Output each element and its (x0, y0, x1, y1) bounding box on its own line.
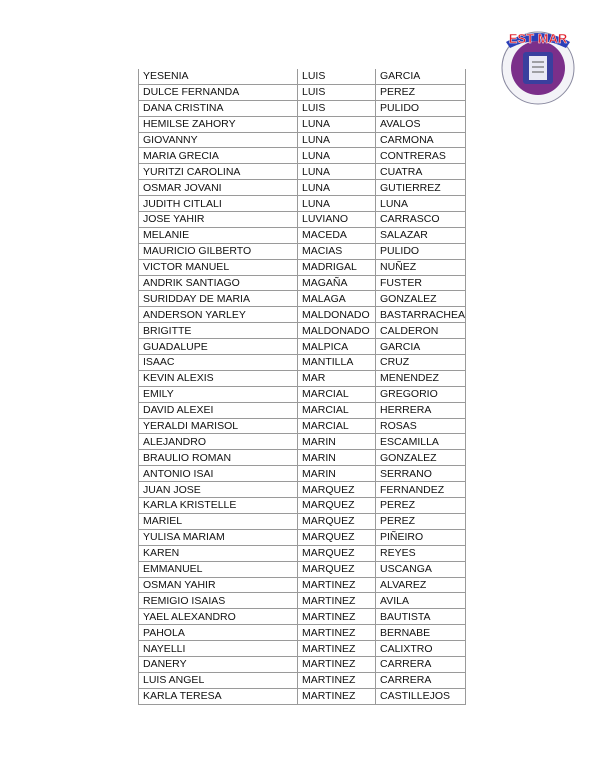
table-row (139, 275, 466, 291)
paternal-surname-cell: MAR (298, 370, 376, 386)
first-name-cell: NAYELLI (139, 641, 298, 657)
maternal-surname-cell: PEREZ (376, 498, 466, 514)
table-row (139, 529, 466, 545)
paternal-surname-cell: MARTINEZ (298, 609, 376, 625)
first-name-cell: LUIS ANGEL (139, 672, 298, 688)
paternal-surname-cell: MALDONADO (298, 307, 376, 323)
maternal-surname-cell: LUNA (376, 196, 466, 212)
paternal-surname-cell: MARIN (298, 466, 376, 482)
table-row (139, 227, 466, 243)
paternal-surname-cell: MARCIAL (298, 418, 376, 434)
maternal-surname-cell: GUTIERREZ (376, 180, 466, 196)
paternal-surname-cell: LUNA (298, 116, 376, 132)
paternal-surname-cell: MADRIGAL (298, 259, 376, 275)
paternal-surname-cell: MARTINEZ (298, 688, 376, 704)
first-name-cell: DANERY (139, 656, 298, 672)
first-name-cell: KARLA KRISTELLE (139, 498, 298, 514)
first-name-cell: YESENIA (139, 69, 298, 84)
paternal-surname-cell: LUNA (298, 180, 376, 196)
table-row (139, 688, 466, 704)
first-name-cell: ANDERSON YARLEY (139, 307, 298, 323)
table-row (139, 116, 466, 132)
maternal-surname-cell: BASTARRACHEA (376, 307, 466, 323)
first-name-cell: YERALDI MARISOL (139, 418, 298, 434)
first-name-cell: EMMANUEL (139, 561, 298, 577)
maternal-surname-cell: GREGORIO (376, 386, 466, 402)
first-name-cell: ANTONIO ISAI (139, 466, 298, 482)
table-row (139, 561, 466, 577)
first-name-cell: GUADALUPE (139, 339, 298, 355)
first-name-cell: DULCE FERNANDA (139, 84, 298, 100)
first-name-cell: MAURICIO GILBERTO (139, 243, 298, 259)
paternal-surname-cell: LUIS (298, 69, 376, 84)
first-name-cell: JOSE YAHIR (139, 212, 298, 228)
first-name-cell: EMILY (139, 386, 298, 402)
maternal-surname-cell: AVALOS (376, 116, 466, 132)
maternal-surname-cell: CALIXTRO (376, 641, 466, 657)
maternal-surname-cell: PULIDO (376, 243, 466, 259)
paternal-surname-cell: MARCIAL (298, 402, 376, 418)
maternal-surname-cell: CARMONA (376, 132, 466, 148)
table-row (139, 100, 466, 116)
first-name-cell: MELANIE (139, 227, 298, 243)
maternal-surname-cell: USCANGA (376, 561, 466, 577)
paternal-surname-cell: MARQUEZ (298, 545, 376, 561)
table-row (139, 196, 466, 212)
first-name-cell: YURITZI CAROLINA (139, 164, 298, 180)
first-name-cell: HEMILSE ZAHORY (139, 116, 298, 132)
table-row (139, 434, 466, 450)
first-name-cell: REMIGIO ISAIAS (139, 593, 298, 609)
table-row (139, 339, 466, 355)
first-name-cell: OSMAN YAHIR (139, 577, 298, 593)
maternal-surname-cell: FERNANDEZ (376, 482, 466, 498)
maternal-surname-cell: GARCIA (376, 339, 466, 355)
paternal-surname-cell: LUNA (298, 148, 376, 164)
table-row (139, 609, 466, 625)
table-row (139, 386, 466, 402)
maternal-surname-cell: CONTRERAS (376, 148, 466, 164)
table-row (139, 148, 466, 164)
maternal-surname-cell: PULIDO (376, 100, 466, 116)
first-name-cell: KAREN (139, 545, 298, 561)
maternal-surname-cell: SALAZAR (376, 227, 466, 243)
paternal-surname-cell: MARQUEZ (298, 498, 376, 514)
maternal-surname-cell: ROSAS (376, 418, 466, 434)
maternal-surname-cell: BERNABE (376, 625, 466, 641)
paternal-surname-cell: MARCIAL (298, 386, 376, 402)
maternal-surname-cell: REYES (376, 545, 466, 561)
maternal-surname-cell: PEREZ (376, 84, 466, 100)
maternal-surname-cell: GONZALEZ (376, 291, 466, 307)
first-name-cell: KARLA TERESA (139, 688, 298, 704)
paternal-surname-cell: MARTINEZ (298, 593, 376, 609)
first-name-cell: BRAULIO ROMAN (139, 450, 298, 466)
table-row (139, 466, 466, 482)
table-row (139, 243, 466, 259)
table-row (139, 212, 466, 228)
paternal-surname-cell: MACIAS (298, 243, 376, 259)
paternal-surname-cell: MALDONADO (298, 323, 376, 339)
maternal-surname-cell: CALDERON (376, 323, 466, 339)
paternal-surname-cell: MARIN (298, 434, 376, 450)
maternal-surname-cell: SERRANO (376, 466, 466, 482)
maternal-surname-cell: CUATRA (376, 164, 466, 180)
paternal-surname-cell: LUNA (298, 196, 376, 212)
first-name-cell: DAVID ALEXEI (139, 402, 298, 418)
maternal-surname-cell: MENENDEZ (376, 370, 466, 386)
maternal-surname-cell: PIÑEIRO (376, 529, 466, 545)
table-row (139, 482, 466, 498)
first-name-cell: MARIEL (139, 513, 298, 529)
paternal-surname-cell: MARTINEZ (298, 625, 376, 641)
table-row (139, 69, 466, 84)
maternal-surname-cell: ESCAMILLA (376, 434, 466, 450)
student-name-table (138, 69, 466, 705)
first-name-cell: JUAN JOSE (139, 482, 298, 498)
table-row (139, 84, 466, 100)
first-name-cell: YAEL ALEXANDRO (139, 609, 298, 625)
first-name-cell: ISAAC (139, 355, 298, 371)
maternal-surname-cell: CARRASCO (376, 212, 466, 228)
first-name-cell: OSMAR JOVANI (139, 180, 298, 196)
maternal-surname-cell: CARRERA (376, 656, 466, 672)
logo-text: EST MAR (508, 31, 568, 46)
table-row (139, 656, 466, 672)
table-row (139, 641, 466, 657)
table-row (139, 291, 466, 307)
table-row (139, 672, 466, 688)
paternal-surname-cell: MARTINEZ (298, 641, 376, 657)
first-name-cell: ANDRIK SANTIAGO (139, 275, 298, 291)
table-row (139, 402, 466, 418)
table-row (139, 180, 466, 196)
paternal-surname-cell: MARTINEZ (298, 656, 376, 672)
paternal-surname-cell: LUNA (298, 164, 376, 180)
table-row (139, 513, 466, 529)
table-row (139, 323, 466, 339)
first-name-cell: SURIDDAY DE MARIA (139, 291, 298, 307)
paternal-surname-cell: MAGAÑA (298, 275, 376, 291)
maternal-surname-cell: BAUTISTA (376, 609, 466, 625)
maternal-surname-cell: CARRERA (376, 672, 466, 688)
paternal-surname-cell: LUVIANO (298, 212, 376, 228)
paternal-surname-cell: MALAGA (298, 291, 376, 307)
first-name-cell: MARIA GRECIA (139, 148, 298, 164)
table-row (139, 370, 466, 386)
paternal-surname-cell: MARTINEZ (298, 672, 376, 688)
table-row (139, 577, 466, 593)
table-row (139, 259, 466, 275)
table-row (139, 355, 466, 371)
maternal-surname-cell: HERRERA (376, 402, 466, 418)
paternal-surname-cell: MARQUEZ (298, 482, 376, 498)
first-name-cell: JUDITH CITLALI (139, 196, 298, 212)
first-name-cell: DANA CRISTINA (139, 100, 298, 116)
maternal-surname-cell: CASTILLEJOS (376, 688, 466, 704)
name-table-body (139, 69, 466, 704)
maternal-surname-cell: FUSTER (376, 275, 466, 291)
first-name-cell: GIOVANNY (139, 132, 298, 148)
table-row (139, 450, 466, 466)
maternal-surname-cell: GONZALEZ (376, 450, 466, 466)
paternal-surname-cell: MARQUEZ (298, 529, 376, 545)
maternal-surname-cell: CRUZ (376, 355, 466, 371)
first-name-cell: YULISA MARIAM (139, 529, 298, 545)
first-name-cell: BRIGITTE (139, 323, 298, 339)
maternal-surname-cell: GARCIA (376, 69, 466, 84)
paternal-surname-cell: LUIS (298, 84, 376, 100)
maternal-surname-cell: AVILA (376, 593, 466, 609)
first-name-cell: PAHOLA (139, 625, 298, 641)
paternal-surname-cell: MARIN (298, 450, 376, 466)
first-name-cell: VICTOR MANUEL (139, 259, 298, 275)
paternal-surname-cell: MARTINEZ (298, 577, 376, 593)
table-row (139, 593, 466, 609)
paternal-surname-cell: MACEDA (298, 227, 376, 243)
first-name-cell: KEVIN ALEXIS (139, 370, 298, 386)
table-row (139, 132, 466, 148)
paternal-surname-cell: MARQUEZ (298, 561, 376, 577)
maternal-surname-cell: PEREZ (376, 513, 466, 529)
table-row (139, 498, 466, 514)
table-row (139, 625, 466, 641)
paternal-surname-cell: MARQUEZ (298, 513, 376, 529)
first-name-cell: ALEJANDRO (139, 434, 298, 450)
table-row (139, 164, 466, 180)
table-row (139, 545, 466, 561)
maternal-surname-cell: NUÑEZ (376, 259, 466, 275)
paternal-surname-cell: MANTILLA (298, 355, 376, 371)
paternal-surname-cell: LUNA (298, 132, 376, 148)
maternal-surname-cell: ALVAREZ (376, 577, 466, 593)
paternal-surname-cell: MALPICA (298, 339, 376, 355)
school-logo (496, 22, 580, 106)
table-row (139, 418, 466, 434)
table-row (139, 307, 466, 323)
paternal-surname-cell: LUIS (298, 100, 376, 116)
